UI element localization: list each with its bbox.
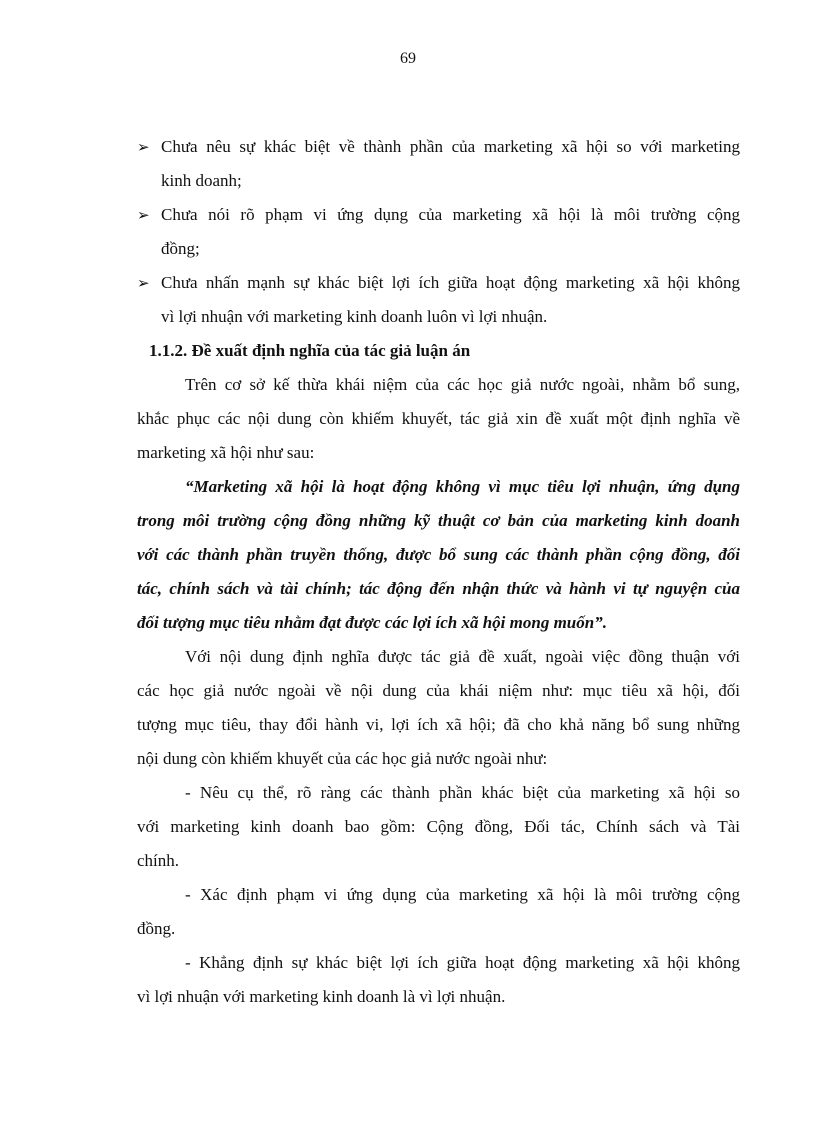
list-item-line: với marketing kinh doanh bao gồm: Cộng đồng, Đối tác, Chính sách và Tài (137, 817, 740, 836)
list-item-line: chính. (137, 851, 180, 870)
list-item-line: - Nêu cụ thể, rõ ràng các thành phần khác biệt của marketing xã hội so (185, 783, 740, 802)
arrow-bullet-icon: ➢ (137, 276, 150, 292)
bullet-text-continuation: đồng; (161, 239, 200, 258)
bullet-text-continuation: vì lợi nhuận với marketing kinh doanh luôn vì lợi nhuận. (161, 307, 548, 326)
bullet-text-continuation: kinh doanh; (161, 171, 242, 190)
page-number: 69 (400, 50, 416, 67)
paragraph-line: Trên cơ sở kế thừa khái niệm của các học giả nước ngoài, nhằm bổ sung, (185, 375, 740, 394)
bullet-item (137, 198, 740, 232)
paragraph-line: khắc phục các nội dung còn khiếm khuyết, tác giả xin đề xuất một định nghĩa về (137, 409, 740, 428)
arrow-bullet-icon: ➢ (137, 140, 150, 156)
definition-line: với các thành phần truyền thống, được bổ sung các thành phần cộng đồng, đối (137, 545, 740, 564)
list-item-line: - Khẳng định sự khác biệt lợi ích giữa hoạt động marketing xã hội không (185, 953, 740, 972)
list-item-line: - Xác định phạm vi ứng dụng của marketing xã hội là môi trường cộng (185, 885, 740, 904)
page-content (137, 130, 740, 1014)
bullet-item (137, 130, 740, 164)
section-heading: 1.1.2. Đề xuất định nghĩa của tác giả luận án (149, 341, 471, 360)
bullet-text: Chưa nêu sự khác biệt về thành phần của marketing xã hội so với marketing (161, 137, 740, 156)
paragraph-line: marketing xã hội như sau: (137, 443, 315, 462)
paragraph-line: các học giả nước ngoài về nội dung của khái niệm như: mục tiêu xã hội, đối (137, 681, 740, 700)
definition-line: trong môi trường cộng đồng những kỹ thuật cơ bản của marketing kinh doanh (137, 511, 740, 530)
list-item-line: vì lợi nhuận với marketing kinh doanh là vì lợi nhuận. (137, 987, 506, 1006)
definition-line: “Marketing xã hội là hoạt động không vì mục tiêu lợi nhuận, ứng dụng (185, 477, 740, 496)
bullet-text: Chưa nói rõ phạm vi ứng dụng của marketing xã hội là môi trường cộng (161, 205, 740, 224)
paragraph-line: Với nội dung định nghĩa được tác giả đề xuất, ngoài việc đồng thuận với (185, 647, 740, 666)
bullet-text: Chưa nhấn mạnh sự khác biệt lợi ích giữa hoạt động marketing xã hội không (161, 273, 740, 292)
list-item-line: đồng. (137, 919, 176, 938)
arrow-bullet-icon: ➢ (137, 208, 150, 224)
paragraph-line: nội dung còn khiếm khuyết của các học giả nước ngoài như: (137, 749, 548, 768)
definition-line: tác, chính sách và tài chính; tác động đến nhận thức và hành vi tự nguyện của (137, 579, 740, 598)
bullet-item (137, 266, 740, 300)
definition-line: đối tượng mục tiêu nhằm đạt được các lợi ích xã hội mong muốn”. (137, 613, 607, 632)
paragraph-line: tượng mục tiêu, thay đổi hành vi, lợi ích xã hội; đã cho khả năng bổ sung những (137, 715, 740, 734)
